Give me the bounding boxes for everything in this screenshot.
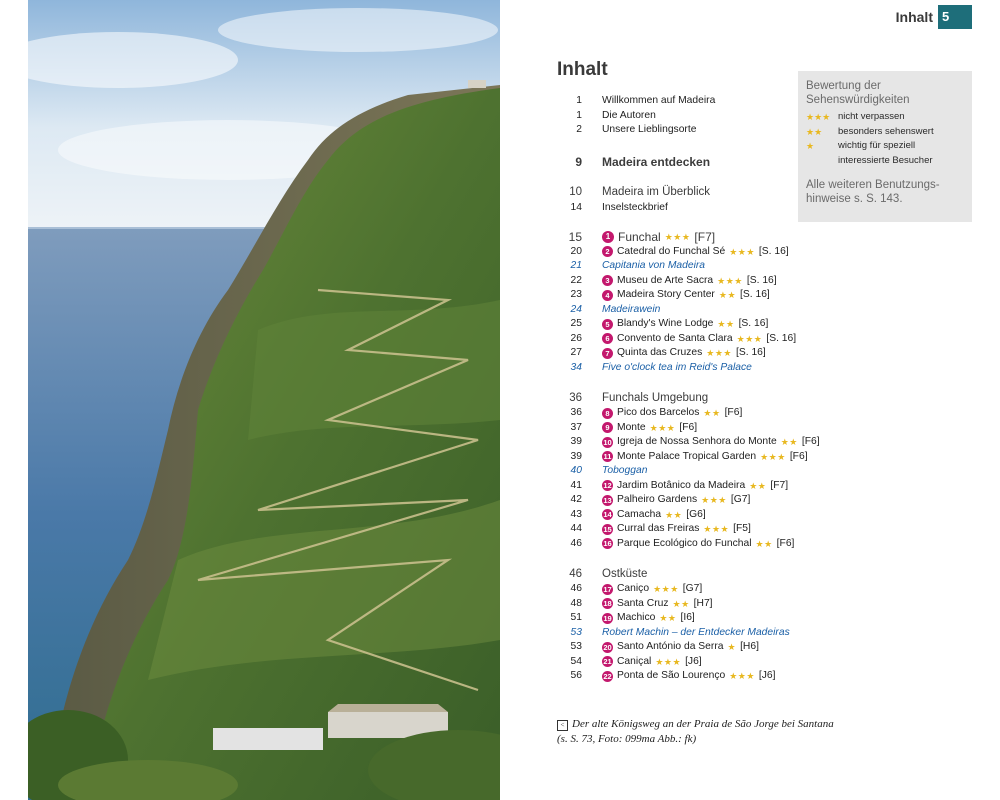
sight-number-badge: 2 xyxy=(602,246,613,257)
sight-number-badge: 4 xyxy=(602,290,613,301)
feature-entry[interactable] xyxy=(560,303,860,318)
entry-page: 20 xyxy=(570,245,582,257)
map-reference: [S. 16] xyxy=(758,245,789,257)
sight-number-badge: 8 xyxy=(602,408,613,419)
star-rating: ★★★ xyxy=(806,112,831,122)
toc-entry[interactable] xyxy=(560,597,860,612)
toc-entry[interactable] xyxy=(560,669,860,684)
map-reference: [G6] xyxy=(686,508,706,520)
toc-entry[interactable] xyxy=(560,346,860,361)
star-rating: ★★★ xyxy=(717,275,743,286)
entry-page: 53 xyxy=(570,626,582,638)
entry-title: Palheiro Gardens xyxy=(617,494,698,505)
entry-page: 44 xyxy=(570,523,582,534)
toc-entry[interactable] xyxy=(560,493,860,508)
map-reference: [S. 16] xyxy=(738,318,769,329)
entry-title: Capitania von Madeira xyxy=(602,260,706,271)
entry-page: 1 xyxy=(576,109,582,121)
star-rating: ★★★ xyxy=(653,584,679,594)
chapter-title: Ostküste xyxy=(602,567,648,580)
map-reference: [F6] xyxy=(679,421,698,433)
map-reference: [S. 16] xyxy=(736,347,766,358)
star-rating: ★★★ xyxy=(706,348,732,358)
entry-page: 51 xyxy=(570,612,582,623)
entry-title: Monte xyxy=(617,421,646,433)
section-page: 9 xyxy=(575,155,582,170)
entry-title: Catedral do Funchal Sé xyxy=(617,245,726,257)
entry-page: 41 xyxy=(570,479,582,491)
map-reference: [F7] xyxy=(694,230,716,244)
entry-page: 53 xyxy=(570,641,582,652)
entry-title: Machico xyxy=(617,612,656,623)
chapter-umgebung[interactable] xyxy=(560,390,860,406)
toc-entry[interactable] xyxy=(560,435,860,450)
star-rating: ★★★ xyxy=(701,495,727,505)
rating-legend-title-line1: Bewertung der xyxy=(806,80,881,92)
umgebung-list xyxy=(560,406,860,551)
entry-title: Toboggan xyxy=(602,465,648,476)
sight-number-badge: 21 xyxy=(603,657,612,667)
funchal-list xyxy=(560,245,860,376)
entry-title: Pico dos Barcelos xyxy=(617,407,700,418)
toc-entry[interactable] xyxy=(560,479,860,494)
entry-title: Madeira Story Center xyxy=(617,289,715,300)
chapter-ostkueste[interactable] xyxy=(560,566,860,582)
toc-entry[interactable] xyxy=(560,288,860,303)
entry-title: Willkommen auf Madeira xyxy=(602,95,716,106)
entry-title: Die Autoren xyxy=(602,109,656,121)
star-rating: ★★★ xyxy=(655,656,682,667)
entry-title: Monte Palace Tropical Garden xyxy=(617,450,757,462)
chapter-title: Funchal xyxy=(618,230,661,244)
chapter-page: 46 xyxy=(569,567,582,580)
entry-page: 14 xyxy=(570,201,582,213)
entry-page: 26 xyxy=(570,332,582,344)
toc-entry[interactable] xyxy=(560,655,860,670)
sight-number-badge: 12 xyxy=(603,481,612,491)
star-rating: ★★★ xyxy=(664,232,691,242)
rating-legend-label: wichtig für speziell xyxy=(838,140,916,151)
chapter-title: Madeira im Überblick xyxy=(602,186,711,199)
entry-title: Madeirawein xyxy=(602,303,661,315)
entry-page: 22 xyxy=(570,274,582,286)
chapter-title: Funchals Umgebung xyxy=(602,391,709,404)
sight-number-badge: 10 xyxy=(603,437,612,447)
sight-number-badge: 9 xyxy=(602,422,613,433)
star-rating: ★★★ xyxy=(729,246,755,257)
chapter-funchal[interactable] xyxy=(560,230,860,245)
star-rating: ★★★ xyxy=(703,524,730,534)
sight-number-badge: 15 xyxy=(603,524,612,534)
sight-number-badge: 20 xyxy=(603,642,612,652)
entry-title: Santa Cruz xyxy=(617,597,669,609)
usage-note-line1: Alle weiteren Benutzungs- xyxy=(806,179,940,191)
sight-number-badge: 7 xyxy=(602,348,613,359)
toc-entry[interactable] xyxy=(560,450,860,465)
star-rating: ★★ xyxy=(755,538,773,549)
rating-legend-title xyxy=(806,79,964,107)
entry-title: Parque Ecológico do Funchal xyxy=(617,537,752,549)
entry-title: Camacha xyxy=(617,508,662,520)
sight-number-badge: 14 xyxy=(603,510,612,520)
sight-number-badge: 17 xyxy=(603,584,612,594)
header-title: Inhalt xyxy=(895,9,933,25)
entry-title: Five o'clock tea im Reid's Palace xyxy=(602,361,752,373)
entry-page: 37 xyxy=(570,421,582,433)
ostkueste-list xyxy=(560,582,860,684)
page-number: 5 xyxy=(938,5,972,29)
entry-page: 2 xyxy=(576,124,582,135)
entry-page: 21 xyxy=(570,260,582,271)
sight-number-badge: 5 xyxy=(602,319,613,330)
star-rating: ★★★ xyxy=(729,671,755,681)
map-reference: [F6] xyxy=(801,436,820,447)
map-reference: [S. 16] xyxy=(746,274,777,286)
entry-title: Curral das Freiras xyxy=(617,523,700,534)
toc-entry[interactable] xyxy=(560,317,860,332)
entry-page: 34 xyxy=(570,361,582,373)
entry-page: 23 xyxy=(570,289,582,300)
rating-legend-item xyxy=(806,110,964,125)
map-reference: [F7] xyxy=(770,479,789,491)
map-reference: [F6] xyxy=(776,537,795,549)
toc-entry[interactable] xyxy=(560,274,860,289)
star-rating: ★★ xyxy=(718,290,737,300)
star-rating: ★★ xyxy=(806,126,823,137)
map-reference: [G7] xyxy=(682,583,703,594)
map-reference: [J6] xyxy=(685,655,702,667)
map-reference: [I6] xyxy=(680,612,695,623)
chapter-page: 36 xyxy=(569,391,582,404)
caption-marker-icon: < xyxy=(557,720,568,731)
toc-entry[interactable] xyxy=(560,508,860,523)
entry-title: Museu de Arte Sacra xyxy=(617,274,714,286)
toc-entry[interactable] xyxy=(560,640,860,655)
entry-page: 1 xyxy=(576,95,582,106)
sight-number-badge: 3 xyxy=(602,275,613,286)
entry-page: 43 xyxy=(570,508,582,520)
star-rating: ★★ xyxy=(749,480,767,491)
star-rating: ★★ xyxy=(717,319,735,329)
rating-legend-item xyxy=(806,139,964,154)
toc-title: Inhalt xyxy=(557,59,608,80)
map-reference: [F5] xyxy=(733,523,751,534)
entry-page: 27 xyxy=(570,347,582,358)
entry-title: Blandy's Wine Lodge xyxy=(617,318,714,329)
entry-page: 40 xyxy=(570,465,582,476)
section-title: Madeira entdecken xyxy=(602,155,711,170)
rating-legend-label: besonders sehenswert xyxy=(838,125,934,137)
sight-number-badge: 1 xyxy=(602,231,614,243)
feature-entry[interactable] xyxy=(560,464,860,479)
sight-number-badge: 18 xyxy=(603,599,612,609)
rating-legend-label: nicht verpassen xyxy=(838,111,905,122)
toc-entry[interactable] xyxy=(560,522,860,537)
toc-entry[interactable] xyxy=(560,406,860,421)
chapter-page: 10 xyxy=(569,186,582,199)
star-rating: ★★ xyxy=(780,437,798,447)
map-reference: [J6] xyxy=(758,670,776,681)
star-rating: ★★★ xyxy=(649,422,676,433)
entry-page: 39 xyxy=(570,450,582,462)
toc-entry[interactable] xyxy=(560,245,860,260)
sight-number-badge: 22 xyxy=(603,671,612,681)
entry-page: 39 xyxy=(570,436,582,447)
entry-page: 24 xyxy=(570,303,582,315)
cliff-photo xyxy=(28,0,500,800)
toc-entry[interactable] xyxy=(560,537,860,552)
map-reference: [F6] xyxy=(789,450,808,462)
entry-page: 56 xyxy=(570,670,582,681)
sight-number-badge: 6 xyxy=(602,333,613,344)
sight-number-badge: 19 xyxy=(603,613,612,623)
rating-legend-box xyxy=(798,71,972,222)
feature-entry[interactable] xyxy=(560,361,860,376)
rating-legend-item xyxy=(806,154,964,169)
photo-caption xyxy=(557,717,977,747)
map-reference: [G7] xyxy=(730,494,751,505)
sight-number-badge: 13 xyxy=(603,495,612,505)
page-header xyxy=(896,5,972,29)
usage-note-line2: hinweise s. S. 143. xyxy=(806,193,903,205)
entry-page: 42 xyxy=(570,494,582,505)
entry-title: Ponta de São Lourenço xyxy=(617,670,726,681)
toc-entry[interactable] xyxy=(560,582,860,597)
entry-title: Jardim Botânico da Madeira xyxy=(617,479,746,491)
map-reference: [F6] xyxy=(724,407,743,418)
sight-number-badge: 11 xyxy=(603,452,612,462)
entry-title: Unsere Lieblingsorte xyxy=(602,124,697,135)
entry-title: Robert Machin – der Entdecker Madeiras xyxy=(602,626,790,638)
star-rating: ★★★ xyxy=(760,451,786,462)
rating-legend-title-line2: Sehenswürdigkeiten xyxy=(806,94,910,106)
usage-note xyxy=(806,178,964,206)
feature-entry[interactable] xyxy=(560,259,860,274)
entry-title: Igreja de Nossa Senhora do Monte xyxy=(617,436,777,447)
entry-title: Quinta das Cruzes xyxy=(617,347,703,358)
entry-page: 36 xyxy=(570,407,582,418)
entry-page: 48 xyxy=(570,597,582,609)
entry-page: 25 xyxy=(570,318,582,329)
entry-title: Inselsteckbrief xyxy=(602,201,668,213)
star-rating: ★★★ xyxy=(736,333,763,344)
feature-entry[interactable] xyxy=(560,626,860,641)
rating-legend-list xyxy=(806,110,964,168)
star-rating: ★ xyxy=(806,141,815,151)
entry-page: 46 xyxy=(570,583,582,594)
map-reference: [S. 16] xyxy=(740,289,770,300)
caption-line2: (s. S. 73, Foto: 099ma Abb.: fk) xyxy=(557,733,697,745)
entry-page: 46 xyxy=(570,537,582,549)
map-reference: [H6] xyxy=(740,641,759,652)
caption-line1: Der alte Königsweg an der Praia de São Jorge bei Santana xyxy=(572,718,834,730)
star-rating: ★★ xyxy=(703,408,721,418)
entry-title: Caniçal xyxy=(617,655,652,667)
star-rating: ★★ xyxy=(659,613,677,623)
star-rating: ★★ xyxy=(665,509,683,520)
chapter-page: 15 xyxy=(568,230,582,244)
star-rating: ★★ xyxy=(672,598,690,609)
sight-number-badge: 16 xyxy=(603,539,612,549)
rating-legend-label: interessierte Besucher xyxy=(838,154,933,166)
map-reference: [S. 16] xyxy=(766,332,797,344)
rating-legend-item xyxy=(806,125,964,140)
toc-entry[interactable] xyxy=(560,421,860,436)
map-reference: [H7] xyxy=(693,597,713,609)
entry-title: Santo António da Serra xyxy=(617,641,724,652)
toc-entry[interactable] xyxy=(560,611,860,626)
star-rating: ★ xyxy=(727,642,737,652)
entry-page: 54 xyxy=(570,655,582,667)
entry-title: Convento de Santa Clara xyxy=(617,332,733,344)
entry-title: Caniço xyxy=(617,583,650,594)
star-rating xyxy=(806,154,838,169)
toc-entry[interactable] xyxy=(560,332,860,347)
